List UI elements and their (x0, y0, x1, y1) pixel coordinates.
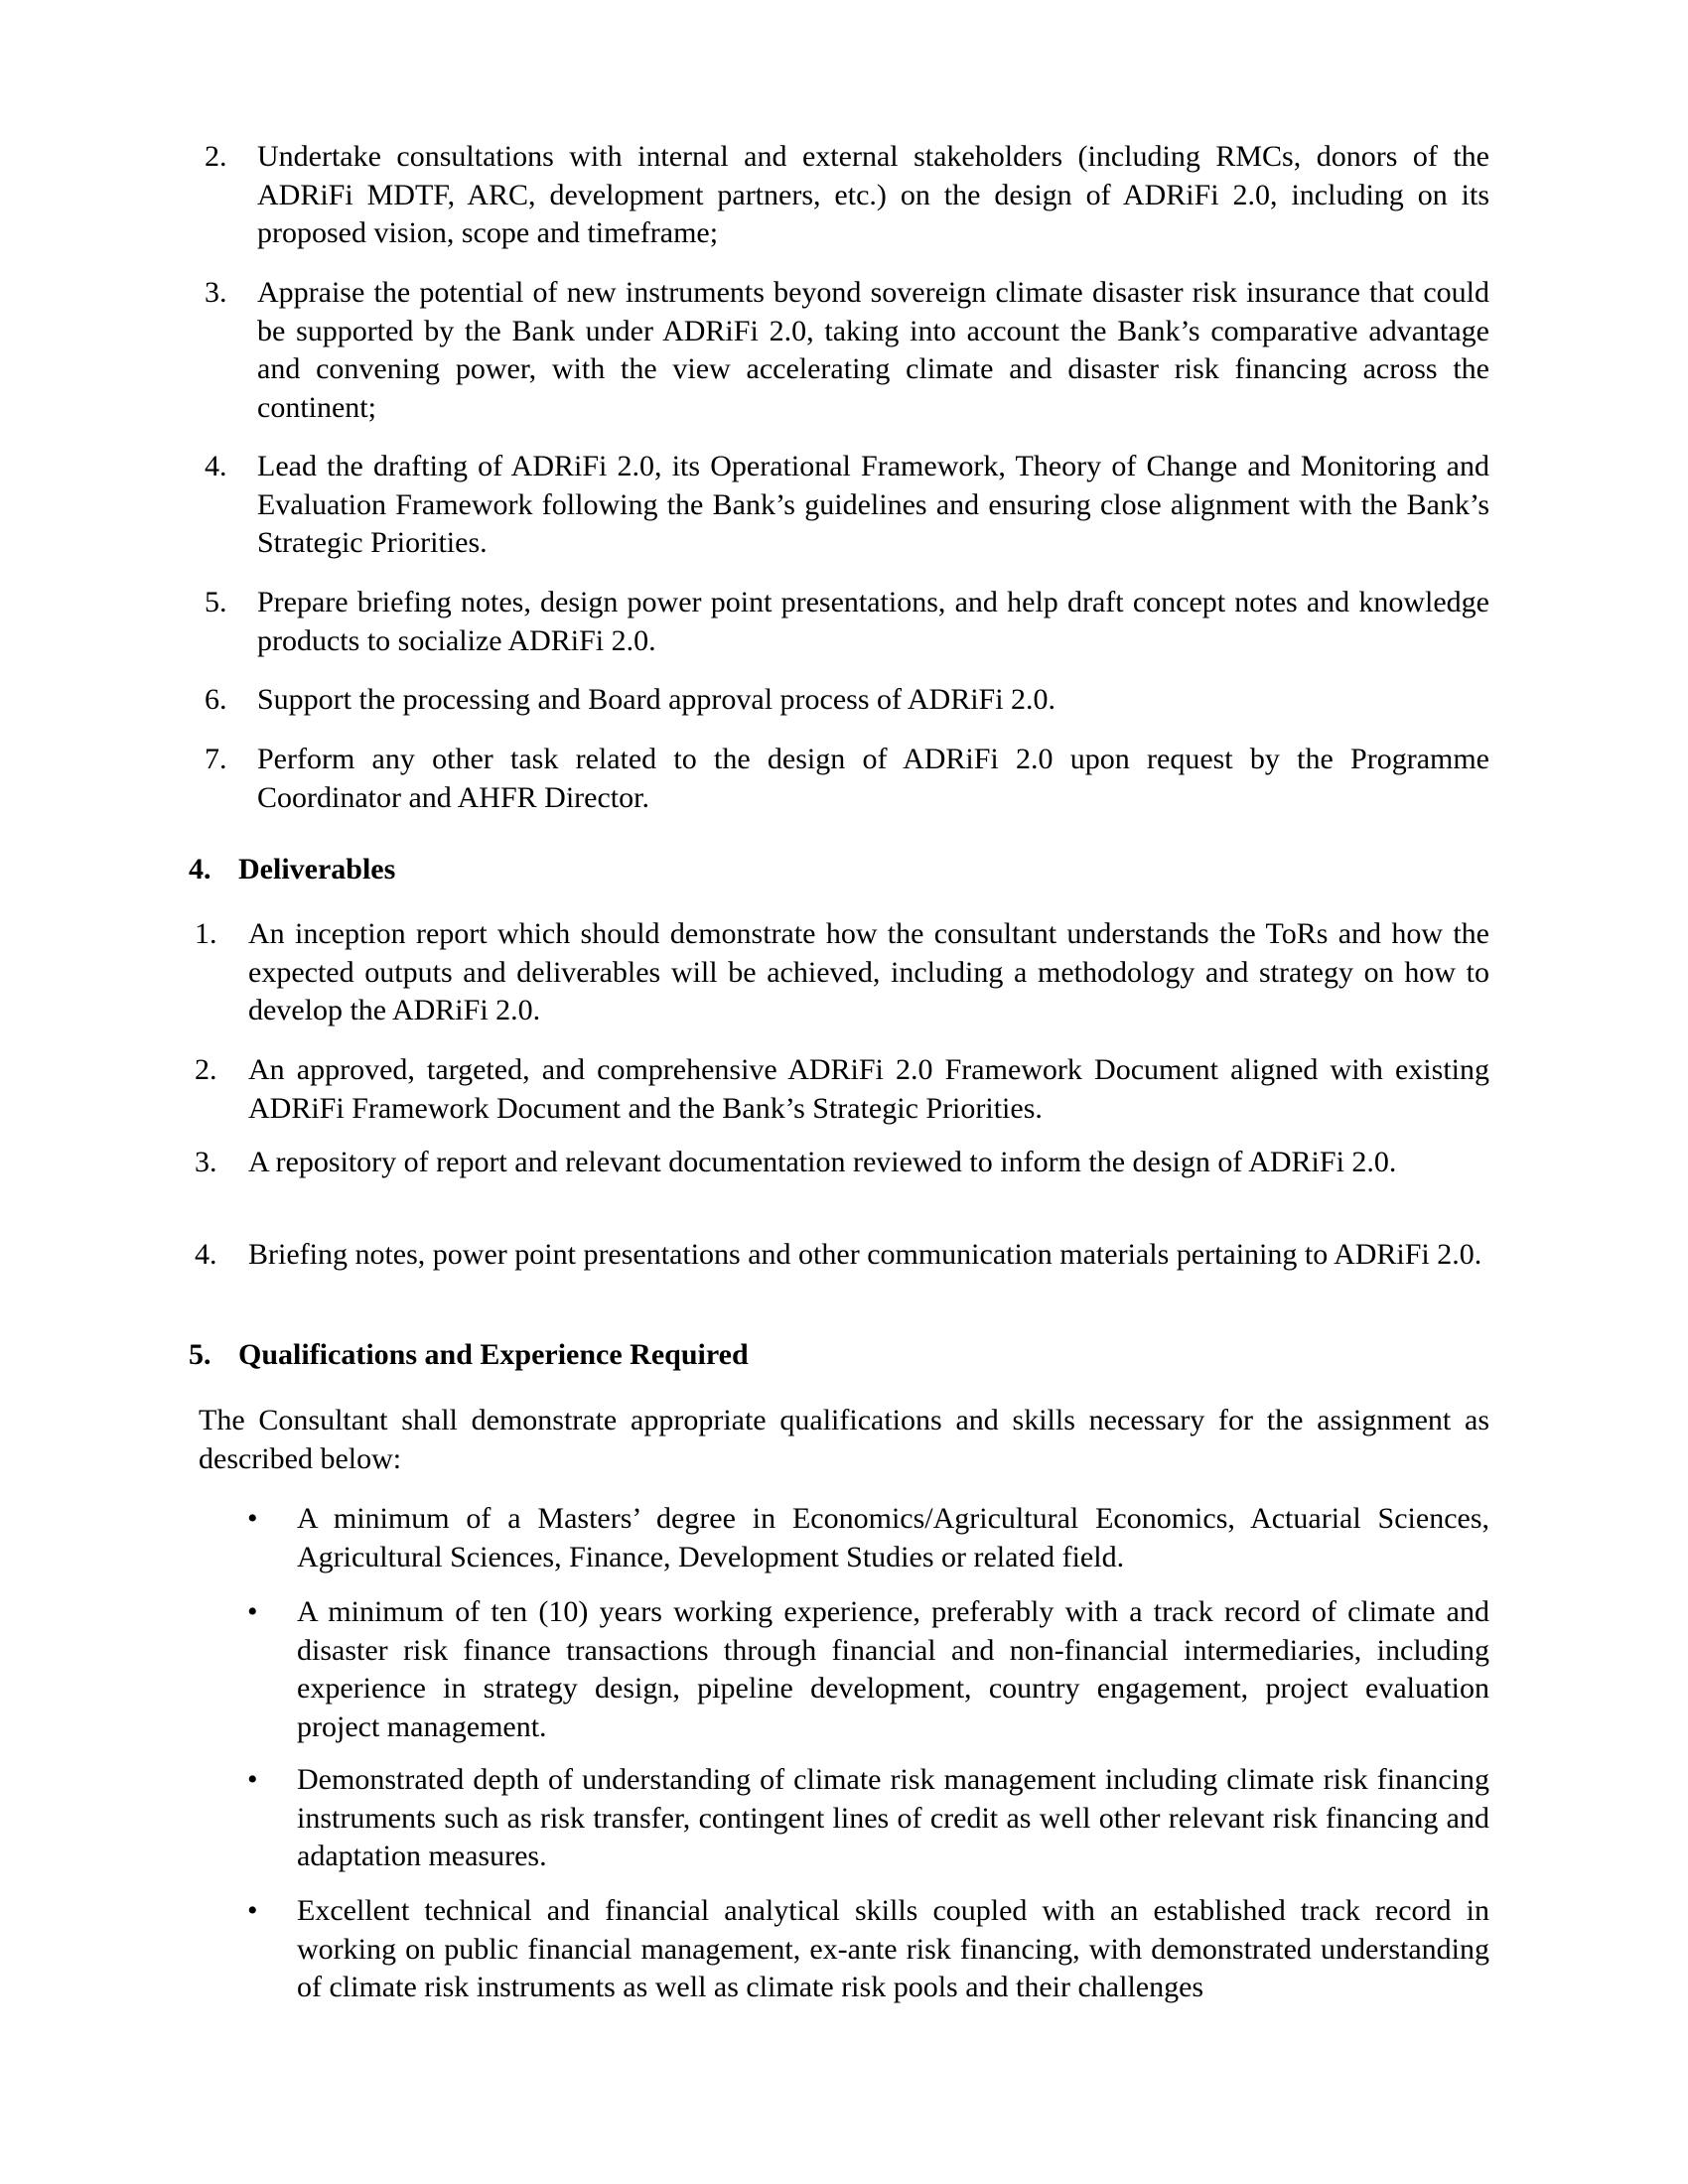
list-item (189, 138, 1489, 253)
section-title: Qualifications and Experience Required (238, 1338, 749, 1371)
list-item (189, 915, 1489, 1030)
item-number: 1. (195, 917, 217, 950)
list-item (189, 1761, 1489, 1876)
bullet-icon: • (247, 1502, 258, 1535)
tasks-list-item-6 (189, 681, 1489, 720)
item-text: Appraise the potential of new instruments beyond sovereign climate disaster risk insurance that could be supported by the Bank under ADRiFi 2.0, taking into account the Bank’s comparative advantage and convening power, with the view accelerating climate and disaster risk financing across the continent; (257, 276, 1489, 424)
list-item (189, 1051, 1489, 1128)
tasks-list-item-7 (189, 741, 1489, 817)
item-text: Lead the drafting of ADRiFi 2.0, its Operational Framework, Theory of Change and Monitoring and Evaluation Framework following the Bank’s guidelines and ensuring close alignment with the Bank’s Strategic Priorities. (257, 450, 1489, 559)
item-text: Perform any other task related to the design of ADRiFi 2.0 upon request by the Programme Coordinator and AHFR Director. (257, 743, 1489, 814)
deliverables-item-4 (189, 1236, 1489, 1275)
bullet-icon: • (247, 1894, 258, 1927)
item-number: 7. (205, 743, 227, 775)
item-number: 3. (205, 276, 227, 309)
section-title: Deliverables (238, 853, 396, 886)
item-number: 6. (205, 683, 227, 716)
qualification-bullet-1 (189, 1500, 1489, 1576)
item-text: A repository of report and relevant documentation reviewed to inform the design of ADRiFi 2.0. (248, 1146, 1397, 1178)
list-item (189, 1593, 1489, 1746)
qualifications-intro: The Consultant shall demonstrate appropriate qualifications and skills necessary for the assignment as described below: (199, 1404, 1489, 1475)
item-text: Undertake consultations with internal and external stakeholders (including RMCs, donors of the ADRiFi MDTF, ARC, development partners, etc.) on the design of ADRiFi 2.0, including on its proposed vision, scope and timeframe; (257, 140, 1489, 249)
item-text: A minimum of a Masters’ degree in Economics/Agricultural Economics, Actuarial Sciences, Agricultural Sciences, Finance, Development Studies or related field. (297, 1502, 1489, 1573)
list-item (189, 1144, 1489, 1182)
qualification-bullet-3 (189, 1761, 1489, 1876)
item-number: 2. (195, 1053, 217, 1086)
item-text: An approved, targeted, and comprehensive ADRiFi 2.0 Framework Document aligned with existing ADRiFi Framework Document and the Bank’s Strategic Priorities. (248, 1053, 1489, 1125)
item-number: 4. (205, 450, 227, 482)
list-item (189, 681, 1489, 720)
qualification-bullet-2 (189, 1593, 1489, 1746)
section-heading-qualifications (189, 1336, 749, 1375)
bullet-icon: • (247, 1595, 258, 1628)
list-item (189, 274, 1489, 427)
list-item (189, 584, 1489, 660)
list-item (189, 1500, 1489, 1576)
tasks-list-item-3 (189, 274, 1489, 427)
list-item (189, 448, 1489, 563)
item-number: 4. (195, 1238, 217, 1271)
section-heading-deliverables (189, 851, 395, 889)
tasks-list-item-4 (189, 448, 1489, 563)
bullet-icon: • (247, 1763, 258, 1796)
list-item (189, 741, 1489, 817)
item-text: Prepare briefing notes, design power point presentations, and help draft concept notes and knowledge products to socialize ADRiFi 2.0. (257, 586, 1489, 657)
item-text: An inception report which should demonstrate how the consultant understands the ToRs and how the expected outputs and deliverables will be achieved, including a methodology and strategy on how to develop the ADRiFi 2.0. (248, 917, 1489, 1026)
item-number: 2. (205, 140, 227, 173)
tasks-list-item-2 (189, 138, 1489, 253)
item-text: A minimum of ten (10) years working experience, preferably with a track record of climate and disaster risk finance transactions through financial and non-financial intermediaries, including experience in strategy design, pipeline development, country engagement, project evaluation project management. (297, 1595, 1489, 1743)
deliverables-item-2 (189, 1051, 1489, 1128)
section-number: 5. (189, 1338, 211, 1371)
qualification-bullet-4 (189, 1892, 1489, 2007)
list-item (189, 1236, 1489, 1275)
item-number: 5. (205, 586, 227, 618)
section-number: 4. (189, 853, 211, 886)
item-text: Excellent technical and financial analytical skills coupled with an established track record in working on public financial management, ex-ante risk financing, with demonstrated understanding of climate risk instruments as well as climate risk pools and their challenges (297, 1894, 1489, 2003)
deliverables-item-3 (189, 1144, 1489, 1182)
item-text: Briefing notes, power point presentations and other communication materials pertaining to ADRiFi 2.0. (248, 1238, 1482, 1271)
list-item (189, 1892, 1489, 2007)
item-text: Demonstrated depth of understanding of climate risk management including climate risk financing instruments such as risk transfer, contingent lines of credit as well other relevant risk financing and adaptation measures. (297, 1763, 1489, 1872)
item-text: Support the processing and Board approval process of ADRiFi 2.0. (257, 683, 1056, 716)
item-number: 3. (195, 1146, 217, 1178)
tasks-list-item-5 (189, 584, 1489, 660)
deliverables-item-1 (189, 915, 1489, 1030)
